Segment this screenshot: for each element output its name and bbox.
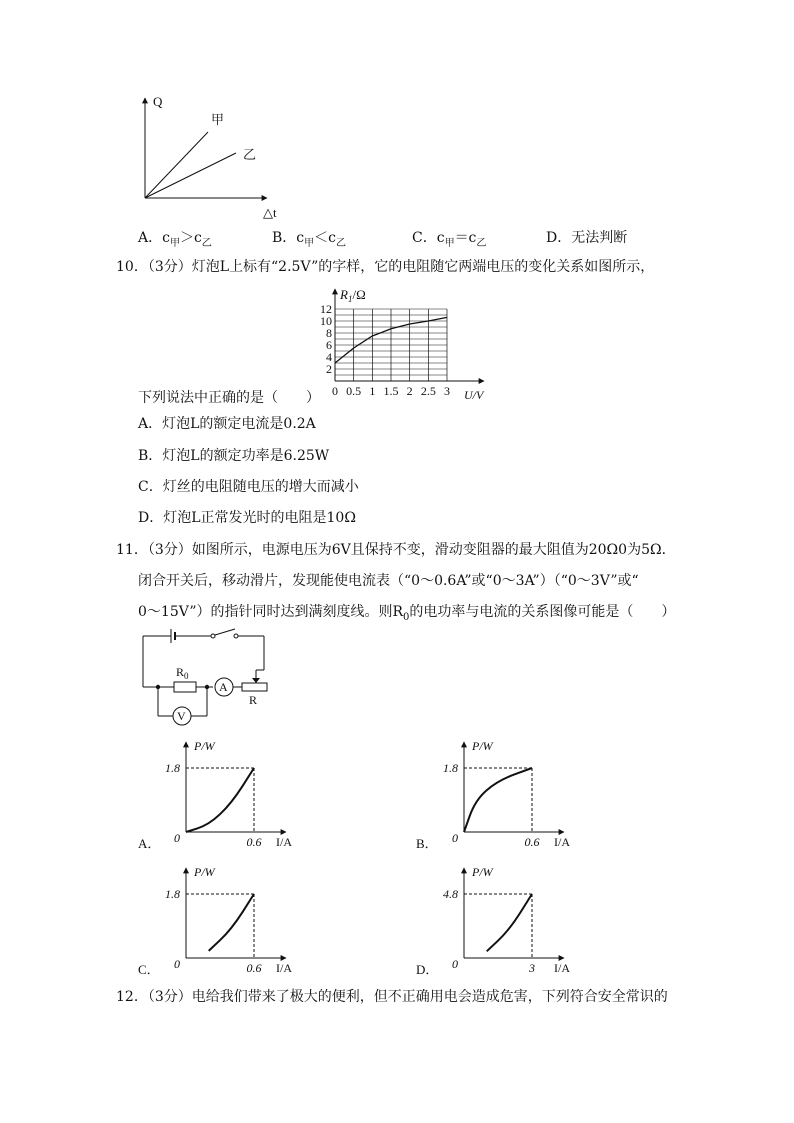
q9-label-jia: 甲 bbox=[211, 112, 225, 127]
q11-circuit bbox=[135, 626, 280, 726]
q9-option-a[interactable]: A．$c_甲>c_乙$ bbox=[138, 230, 212, 249]
power-curve bbox=[209, 894, 254, 951]
q10-ytick: 2 bbox=[326, 362, 332, 376]
xlabel: I/A bbox=[276, 961, 292, 975]
q9-line-jia bbox=[145, 132, 208, 198]
option-letter: D． bbox=[416, 962, 439, 977]
q10-ytick: 4 bbox=[326, 350, 332, 364]
origin-label: 0 bbox=[452, 957, 458, 971]
x-tick: 3 bbox=[529, 961, 535, 975]
x-tick: 0.6 bbox=[246, 835, 262, 849]
q11-stem-line3: 0～15V”）的指针同时达到满刻度线。则$R_0$的电功率与电流的关系图像可能是（ ） bbox=[138, 604, 676, 623]
rheostat-label: R bbox=[249, 693, 258, 707]
ylabel: P/W bbox=[472, 739, 493, 753]
switch-pivot bbox=[211, 634, 215, 638]
q10-ytick: 10 bbox=[320, 314, 332, 328]
ammeter-label: A bbox=[219, 680, 228, 694]
q9-option-d[interactable]: D．无法判断 bbox=[546, 230, 628, 246]
q10-ylabel: $R_1/\Omega$ bbox=[340, 287, 366, 304]
r0-resistor bbox=[174, 682, 196, 692]
q9-line-yi bbox=[145, 153, 236, 198]
xlabel: I/A bbox=[276, 835, 292, 849]
q9-ylabel: Q bbox=[153, 94, 163, 109]
origin-label: 0 bbox=[452, 831, 458, 845]
origin-label: 0 bbox=[174, 831, 180, 845]
q11-graph-b[interactable] bbox=[408, 734, 578, 854]
ylabel: P/W bbox=[472, 865, 493, 879]
y-tick: 1.8 bbox=[165, 887, 180, 901]
q10-option-d[interactable]: D．灯泡L正常发光时的电阻是10Ω bbox=[138, 510, 356, 526]
y-tick: 1.8 bbox=[165, 761, 180, 775]
q10-graph bbox=[322, 283, 492, 407]
r0-label: $R_0$ bbox=[176, 665, 189, 681]
q10-xtick: 0 bbox=[332, 384, 338, 398]
q10-xtick: 0.5 bbox=[346, 384, 362, 398]
power-curve bbox=[487, 894, 532, 951]
x-tick: 0.6 bbox=[246, 961, 262, 975]
xlabel: I/A bbox=[554, 961, 570, 975]
q9-graph bbox=[135, 92, 275, 222]
q10-xtick: 2.5 bbox=[420, 384, 436, 398]
option-letter: A． bbox=[138, 836, 161, 851]
q10-option-b[interactable]: B．灯泡L的额定功率是6.25W bbox=[138, 448, 330, 464]
switch-blade bbox=[215, 629, 235, 635]
option-letter: B． bbox=[416, 836, 438, 851]
q11-graph-a[interactable] bbox=[130, 734, 300, 854]
voltmeter-label: V bbox=[177, 709, 186, 723]
q10-stem-line2: 下列说法中正确的是（ ） bbox=[138, 390, 320, 406]
q11-graph-c[interactable] bbox=[130, 860, 300, 980]
q10-option-c[interactable]: C．灯丝的电阻随电压的增大而减小 bbox=[138, 479, 359, 495]
origin-label: 0 bbox=[174, 957, 180, 971]
ylabel: P/W bbox=[194, 865, 215, 879]
q12-stem-line1: 12．（3分）电给我们带来了极大的便利，但不正确用电会造成危害，下列符合安全常识的 bbox=[116, 989, 668, 1005]
q10-ytick: 12 bbox=[320, 302, 332, 316]
y-tick: 4.8 bbox=[443, 887, 458, 901]
q10-xtick: 1 bbox=[369, 384, 376, 398]
q9-option-b[interactable]: B．$c_甲<c_乙$ bbox=[272, 230, 346, 249]
q10-ytick: 6 bbox=[326, 338, 332, 352]
q10-grid bbox=[335, 309, 447, 381]
q10-option-a[interactable]: A．灯泡L的额定电流是0.2A bbox=[138, 416, 316, 432]
rheostat bbox=[242, 683, 267, 691]
q10-xlabel: U/V bbox=[464, 388, 484, 402]
q11-stem-line2: 闭合开关后，移动滑片，发现能使电流表（“0～0.6A”或“0～3A”）（“0～3V”或“ bbox=[138, 573, 639, 589]
ylabel: P/W bbox=[194, 739, 215, 753]
q9-xlabel: △t bbox=[263, 205, 277, 220]
q11-stem-line1: 11．（3分）如图所示，电源电压为6V且保持不变，滑动变阻器的最大阻值为20Ω0为5Ω． bbox=[116, 542, 676, 558]
q9-option-c[interactable]: C．$c_甲=c_乙$ bbox=[412, 230, 487, 249]
xlabel: I/A bbox=[554, 835, 570, 849]
power-curve bbox=[464, 768, 532, 832]
q10-xtick: 2 bbox=[406, 384, 413, 398]
q11-graph-d[interactable] bbox=[408, 860, 578, 980]
q10-xtick: 1.5 bbox=[383, 384, 399, 398]
q10-xtick: 3 bbox=[444, 384, 450, 398]
option-letter: C． bbox=[138, 962, 160, 977]
y-tick: 1.8 bbox=[443, 761, 458, 775]
q10-stem-line1: 10．（3分）灯泡L上标有“2.5V”的字样，它的电阻随它两端电压的变化关系如图所示， bbox=[116, 259, 655, 275]
x-tick: 0.6 bbox=[524, 835, 540, 849]
q9-label-yi: 乙 bbox=[243, 147, 257, 162]
switch-contact bbox=[234, 634, 238, 638]
power-curve bbox=[186, 768, 254, 832]
q10-ytick: 8 bbox=[326, 326, 332, 340]
